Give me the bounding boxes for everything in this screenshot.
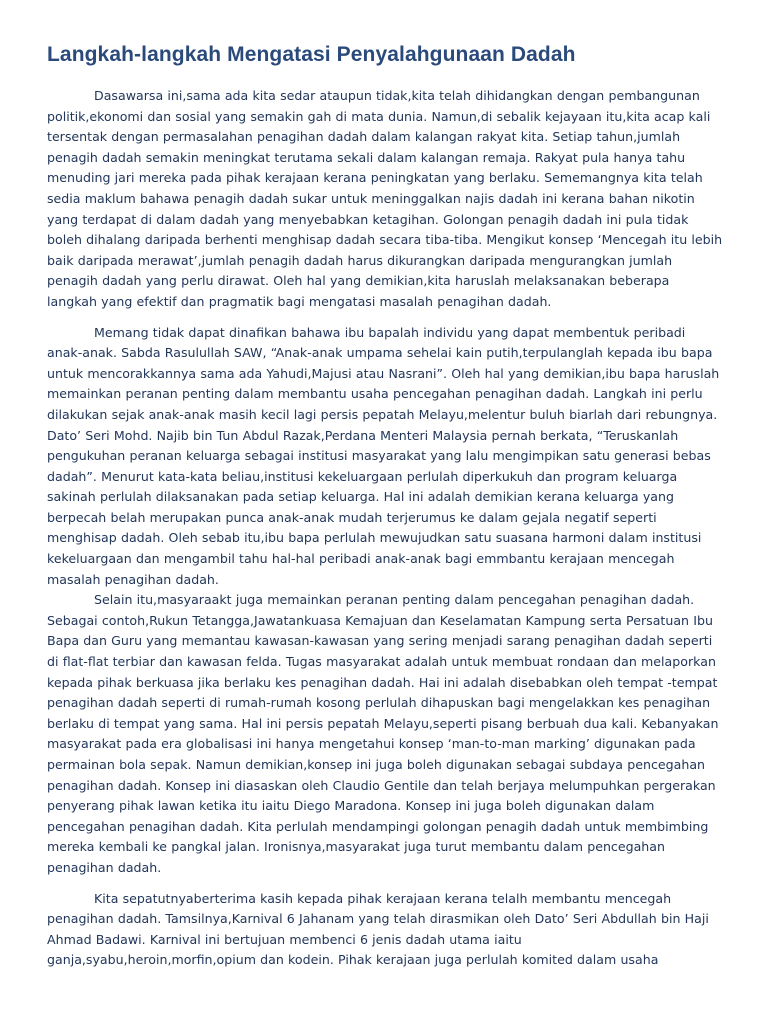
paragraph-4: Kita sepatutnyaberterima kasih kepada pihak kerajaan kerana telalh membantu mencegah penagihan dadah. Tamsilnya,Karnival 6 Jahanam yang telah dirasmikan oleh Dato’ Seri Abdullah bin Haji Ahmad Badawi. Karnival ini bertujuan membenci 6 jenis dadah utama iaitu ganja,syabu,heroin,morfin,opium dan kodein. Pihak kerajaan juga perlulah komited dalam usaha [47, 890, 709, 968]
paragraph-3: Selain itu,masyaraakt juga memainkan peranan penting dalam pencegahan penagihan dadah. Sebagai contoh,Rukun Tetangga,Jawatankuasa Kemajuan dan Keselamatan Kampung serta Persatuan Ibu Bapa dan Guru yang memantau kawasan-kawasan yang sering menjadi sarang penagihan dadah seperti di flat-flat terbiar dan kawasan felda. Tugas masyarakat adalah untuk membuat rondaan dan melaporkan kepada pihak berkuasa jika berlaku kes penagihan dadah. Hai ini adalah disebabkan oleh tempat -tempat penagihan dadah seperti di rumah-rumah kosong perlulah dihapuskan bagi mengelakkan kes penagihan berlaku di tempat yang sama. Hal ini persis pepatah Melayu,seperti pisang berbuah dua kali. Kebanyakan masyarakat pada era globalisasi ini hanya mengetahui konsep ‘man-to-man marking’ digunakan pada permainan bola sepak. Namun demikian,konsep ini juga boleh digunakan sebagai subdaya pencegahan penagihan dadah. Konsep ini diasaskan oleh Claudio Gentile dan telah berjaya melumpuhkan pergerakan penyerang pihak lawan ketika itu iaitu Diego Maradona. Konsep ini juga boleh digunakan dalam pencegahan penagihan dadah. Kita perlulah mendampingi golongan penagih dadah untuk membimbing mereka kembali ke pangkal jalan. Ironisnya,masyarakat juga turut membantu dalam pencegahan penagihan dadah. [47, 592, 719, 875]
document-page [47, 40, 723, 1000]
paragraph-2: Memang tidak dapat dinafikan bahawa ibu bapalah individu yang dapat membentuk peribadi anak-anak. Sabda Rasulullah SAW, “Anak-anak umpama sehelai kain putih,terpulanglah kepada ibu bapa untuk mencorakkannya sama ada Yahudi,Majusi atau Nasrani”. Oleh hal yang demikian,ibu bapa haruslah memainkan peranan penting dalam membantu usaha pencegahan penagihan dadah. Langkah ini perlu dilakukan sejak anak-anak masih kecil lagi persis pepatah Melayu,melentur buluh biarlah dari rebungnya. Dato’ Seri Mohd. Najib bin Tun Abdul Razak,Perdana Menteri Malaysia pernah berkata, “Teruskanlah pengukuhan peranan keluarga sebagai institusi masyarakat yang lalu mengimpikan satu generasi bebas dadah”. Menurut kata-kata beliau,institusi kekeluargaan perlulah diperkukuh dan program keluarga sakinah perlulah dilaksanakan pada setiap keluarga. Hal ini adalah demikian kerana keluarga yang berpecah belah merupakan punca anak-anak mudah terjerumus ke dalam gejala negatif seperti menghisap dadah. Oleh sebab itu,ibu bapa perlulah mewujudkan satu suasana harmoni dalam institusi kekeluargaan dan mengambil tahu hal-hal peribadi anak-anak bagi emmbantu kerajaan mencegah masalah penagihan dadah. [47, 324, 720, 587]
paragraph-1: Dasawarsa ini,sama ada kita sedar ataupun tidak,kita telah dihidangkan dengan pembangunan politik,ekonomi dan sosial yang semakin gah di mata dunia. Namun,di sebalik kejayaan itu,kita acap kali tersentak dengan permasalahan penagihan dadah dalam kalangan rakyat kita. Setiap tahun,jumlah penagih dadah semakin meningkat terutama sekali dalam kalangan remaja. Rakyat pula hanya tahu menuding jari mereka pada pihak kerajaan kerana peningkatan yang berlaku. Sememangnya kita telah sedia maklum bahawa penagih dadah sukar untuk meninggalkan najis dadah ini kerana bahan nikotin yang terdapat di dalam dadah yang menyebabkan ketagihan. Golongan penagih dadah ini pula tidak boleh dihalang daripada berhenti menghisap dadah secara tiba-tiba. Mengikut konsep ‘Mencegah itu lebih baik daripada merawat’,jumlah penagih dadah harus dikurangkan daripada mengurangkan jumlah penagih dadah yang perlu dirawat. Oleh hal yang demikian,kita haruslah melaksanakan beberapa langkah yang efektif dan pragmatik bagi mengatasi masalah penagihan dadah. [47, 88, 723, 309]
document-title: Langkah-langkah Mengatasi Penyalahgunaan Dadah [47, 43, 576, 66]
